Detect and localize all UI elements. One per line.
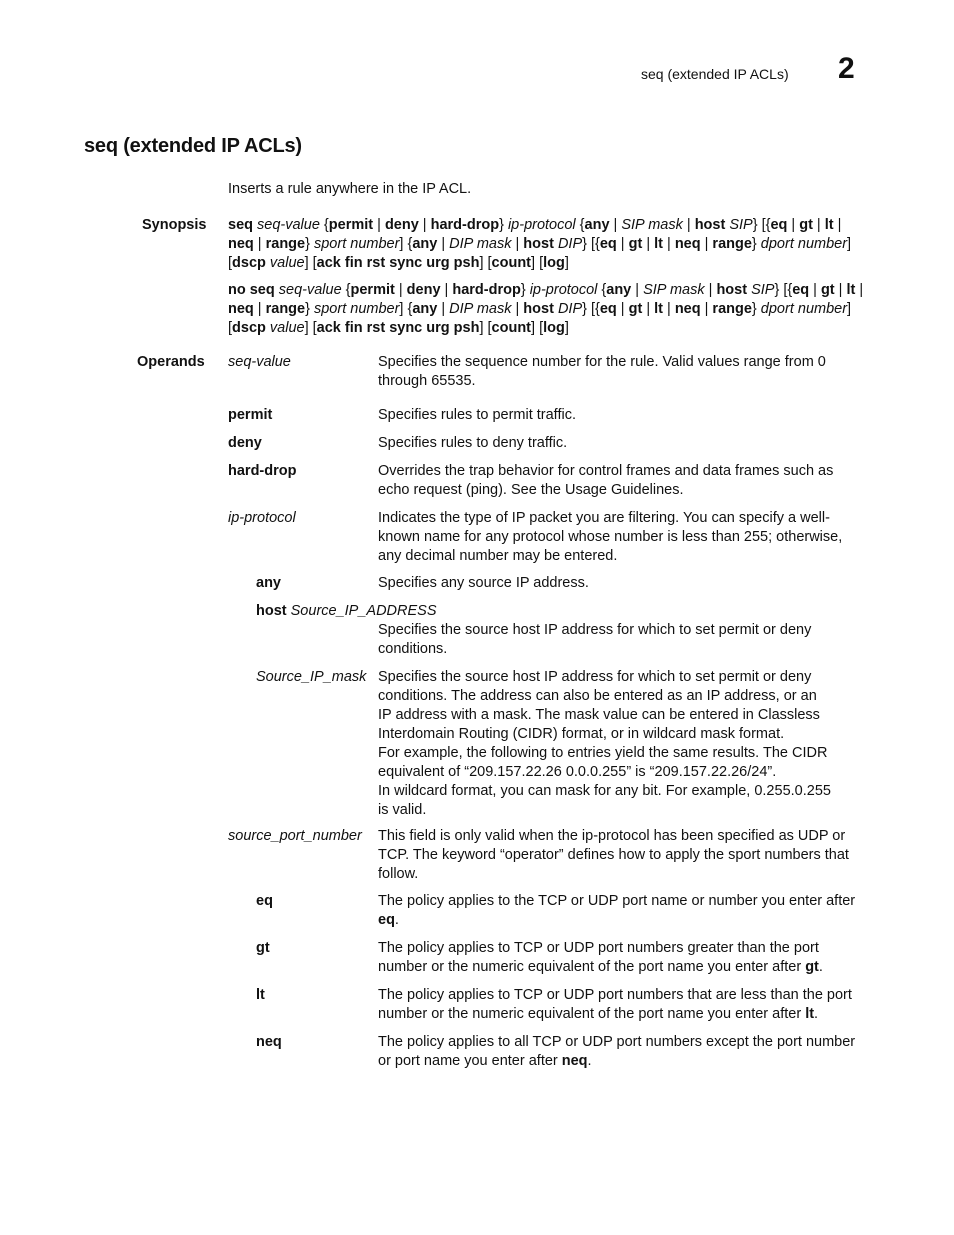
operand-description: The policy applies to the TCP or UDP port name or number you enter after eq. [378,893,856,928]
operand-description: Overrides the trap behavior for control frames and data frames such as echo request (ping). See the Usage Guidelines. [378,463,834,498]
operand-description: The policy applies to TCP or UDP port numbers that are less than the port number or the numeric equivalent of the port name you enter after lt. [378,987,852,1022]
operand-description: The policy applies to TCP or UDP port numbers greater than the port number or the numeric equivalent of the port name you enter after gt. [378,940,823,975]
operand-term: deny [228,435,262,451]
operand-term: eq [256,893,273,909]
synopsis-command: seq seq-value {permit | deny | hard-drop} ip-protocol {any | SIP mask | host SIP} [{eq | gt | lt | neq | range} sport number] {any | DIP mask | host DIP} [{eq | gt | lt | neq | range} dport number] [dscp value] [ack fin rst sync urg psh] [count] [log] [228,217,852,271]
operand-term: hard-drop [228,463,297,479]
chapter-number: 2 [838,52,855,85]
operand-description: Specifies the source host IP address for which to set permit or deny conditions. The address can also be entered as an IP address, or an IP address with a mask. The mask value can be entered in Classless Interdomain Routing (CIDR) format, or in wildcard mask format. For example, the following to entries yield the same results. The CIDR equivalent of “209.157.22.26 0.0.0.255” is “209.157.22.26/24”. In wildcard format, you can mask for any bit. For example, 0.255.0.255 is valid. [378,669,831,818]
section-title: seq (extended IP ACLs) [84,135,302,157]
operand-term: any [256,575,281,591]
operand-description: The policy applies to all TCP or UDP port numbers except the port number or port name you enter after neq. [378,1034,856,1069]
synopsis-no-command: no seq seq-value {permit | deny | hard-drop} ip-protocol {any | SIP mask | host SIP} [{eq | gt | lt | neq | range} sport number] {any | DIP mask | host DIP} [{eq | gt | lt | neq | range} dport number] [dscp value] [ack fin rst sync urg psh] [count] [log] [228,282,864,336]
operand-term: source_port_number [228,828,362,844]
operand-term: Source_IP_mask [256,669,367,685]
operand-description: Specifies rules to deny traffic. [378,435,568,451]
operand-term: ip-protocol [228,510,296,526]
operands-label: Operands [137,354,205,370]
operand-description: Specifies any source IP address. [378,575,589,591]
section-intro: Inserts a rule anywhere in the IP ACL. [228,181,472,197]
operand-term: lt [256,987,265,1003]
operand-term: permit [228,407,273,423]
synopsis-label: Synopsis [142,217,207,233]
operand-description: Specifies the sequence number for the rule. Valid values range from 0 through 65535. [378,354,826,389]
operand-term: gt [256,940,270,956]
operand-description: This field is only valid when the ip-protocol has been specified as UDP or TCP. The keyword “operator” defines how to apply the sport numbers that follow. [378,828,849,882]
operand-term: neq [256,1034,282,1050]
operand-term: host Source_IP_ADDRESS [256,603,437,619]
running-header-title: seq (extended IP ACLs) [641,66,789,82]
operand-term: seq-value [228,354,291,370]
operand-description: Specifies rules to permit traffic. [378,407,576,423]
operand-description: Indicates the type of IP packet you are filtering. You can specify a well-known name for any protocol whose number is less than 255; otherwise, any decimal number may be entered. [378,510,843,564]
operand-description: Specifies the source host IP address for which to set permit or deny conditions. [378,622,812,657]
